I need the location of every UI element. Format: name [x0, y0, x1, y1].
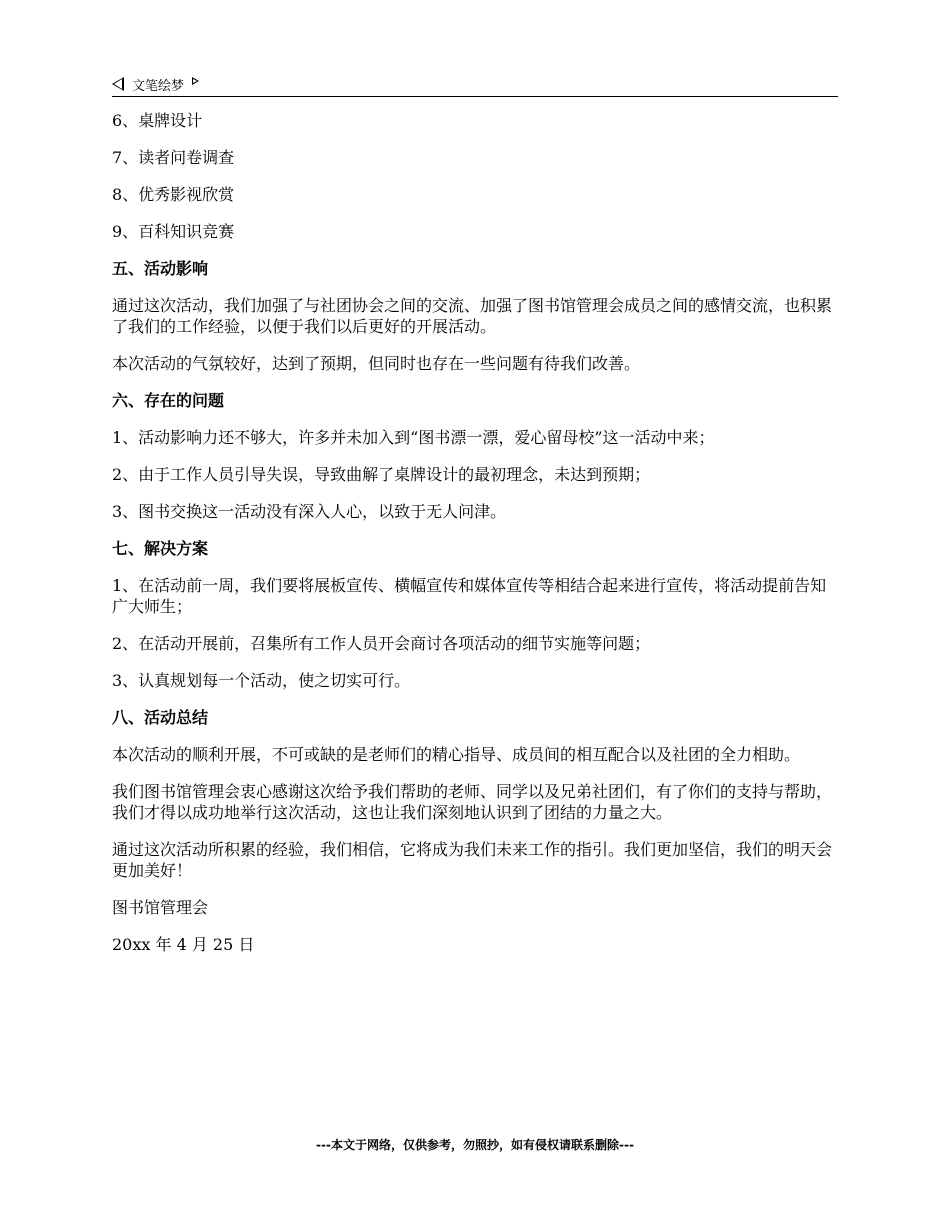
- paragraph: 3、图书交换这一活动没有深入人心，以致于无人问津。: [112, 502, 507, 521]
- paragraph: 我们图书馆管理会衷心感谢这次给予我们帮助的老师、同学以及兄弟社团们，有了你们的支持与帮助，我们才得以成功地举行这次活动，这也让我们深刻地认识到了团结的力量之大。: [112, 782, 833, 822]
- signature-org: 图书馆管理会: [112, 898, 209, 917]
- paragraph: 本次活动的顺利开展，不可或缺的是老师们的精心指导、成员间的相互配合以及社团的全力相助。: [112, 745, 801, 764]
- list-item: 7、读者问卷调查: [112, 148, 235, 167]
- signature-date: 20xx 年 4 月 25 日: [112, 935, 255, 954]
- page-footer: ---本文于网络，仅供参考，勿照抄，如有侵权请联系删除---: [316, 1138, 634, 1152]
- document-body: [112, 110, 838, 971]
- page-header: [112, 72, 838, 97]
- paragraph: 本次活动的气氛较好，达到了预期，但同时也存在一些问题有待我们改善。: [112, 354, 641, 373]
- paragraph: 2、在活动开展前，召集所有工作人员开会商讨各项活动的细节实施等问题；: [112, 634, 651, 653]
- paragraph: 通过这次活动，我们加强了与社团协会之间的交流、加强了图书馆管理会成员之间的感情交流，也积累了我们的工作经验，以便于我们以后更好的开展活动。: [112, 296, 833, 336]
- section-heading-problems: 六、存在的问题: [112, 391, 225, 410]
- paragraph: 1、在活动前一周，我们要将展板宣传、横幅宣传和媒体宣传等相结合起来进行宣传，将活动提前告知广大师生；: [112, 576, 827, 616]
- paragraph: 3、认真规划每一个活动，使之切实可行。: [112, 671, 411, 690]
- section-heading-impact: 五、活动影响: [112, 259, 209, 278]
- right-triangle-icon: [192, 77, 199, 85]
- paragraph: 1、活动影响力还不够大，许多并未加入到“图书漂一漂，爱心留母校”这一活动中来；: [112, 428, 715, 447]
- header-title: 文笔绘梦: [132, 78, 185, 94]
- section-heading-solutions: 七、解决方案: [112, 539, 209, 558]
- paragraph: 通过这次活动所积累的经验，我们相信，它将成为我们未来工作的指引。我们更加坚信，我们的明天会更加美好！: [112, 840, 833, 880]
- list-item: 9、百科知识竞赛: [112, 222, 235, 241]
- left-triangle-icon: [112, 77, 124, 91]
- list-item: 6、桌牌设计: [112, 111, 203, 130]
- paragraph: 2、由于工作人员引导失误，导致曲解了桌牌设计的最初理念，未达到预期；: [112, 465, 651, 484]
- list-item: 8、优秀影视欣赏: [112, 185, 235, 204]
- section-heading-summary: 八、活动总结: [112, 708, 209, 727]
